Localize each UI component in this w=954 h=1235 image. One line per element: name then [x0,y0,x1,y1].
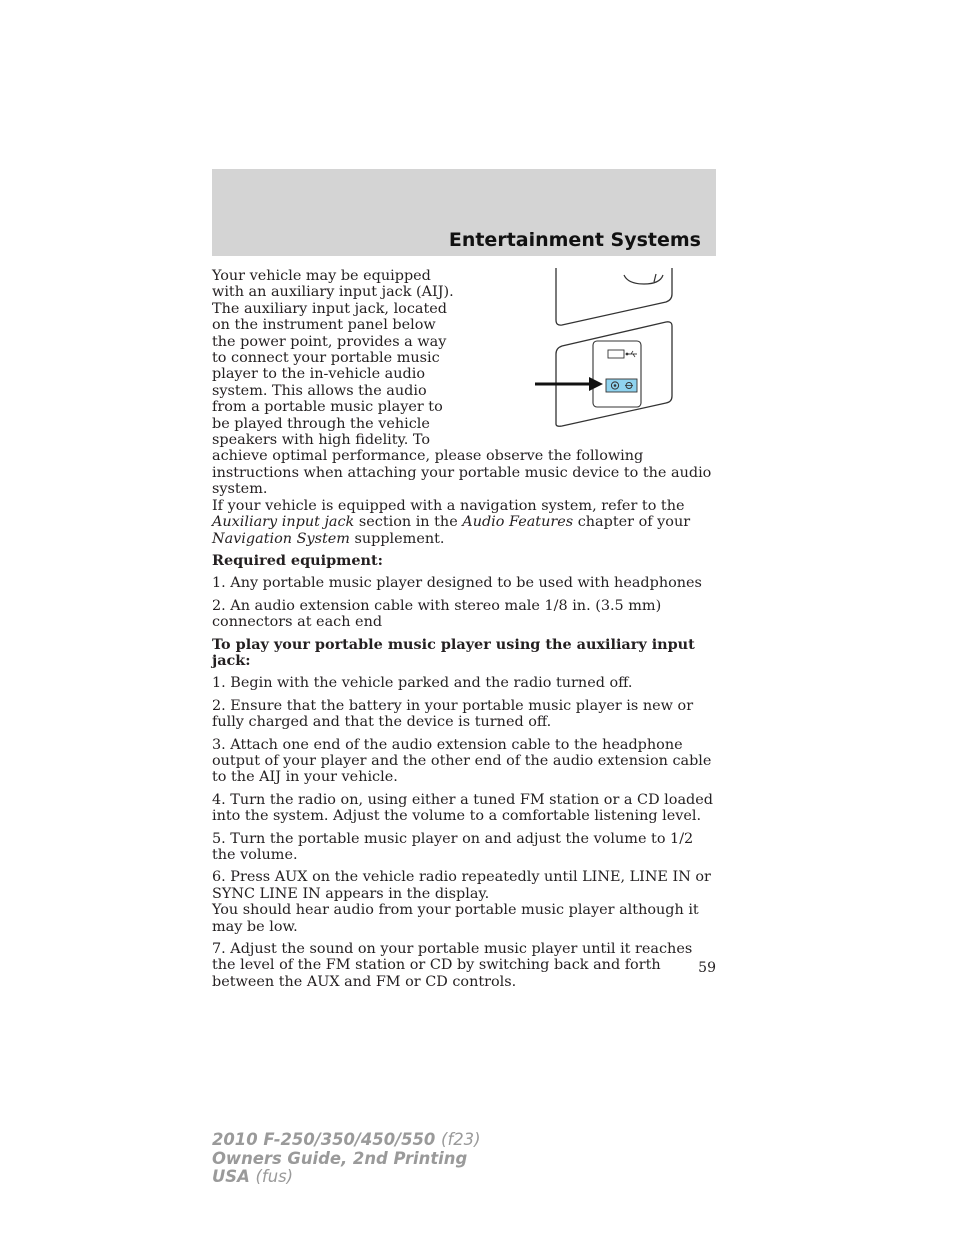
instruction-step: 3. Attach one end of the audio extension cable to the headphone output of your player and the other end of the audio extension cable to the AIJ in your vehicle. [212,736,712,786]
arrow-right-icon [535,377,603,391]
instruction-step: 6. Press AUX on the vehicle radio repeatedly until LINE, LINE IN or SYNC LINE IN appears in the display. [212,869,711,902]
required-equipment-heading: Required equipment: [212,551,383,569]
instruction-step: 7. Adjust the sound on your portable music player until it reaches the level of the FM station or CD by switching back and forth between the AUX and FM or CD controls. [212,941,693,990]
instruction-step: 5. Turn the portable music player on and adjust the volume to 1/2 the volume. [212,830,694,863]
auxiliary-input-jack-illustration [472,268,718,434]
instruction-note: You should hear audio from your portable music player although it may be low. [212,902,699,935]
required-item: 2. An audio extension cable with stereo male 1/8 in. (3.5 mm) connectors at each end [212,597,662,631]
footer-region: USA [212,1167,250,1186]
footer-region-code: (fus) [255,1167,294,1186]
intro-paragraph: Your vehicle may be equipped with an auxiliary input jack (AIJ). The auxiliary input jack, located on the instrument panel below the power point, provides a way to connect your portable music player to the in-vehicle audio system. This allows the audio from a portable music player to be played through the vehicle speakers with high fidelity. To achieve optimal performance, please observe the following instructions when attaching your portable music device to the audio system. [212,268,712,498]
footer-model-code: (f23) [441,1130,481,1149]
header-band [212,169,716,256]
footer-guide: Owners Guide, 2nd Printing [212,1148,468,1168]
play-instructions-heading: To play your portable music player using the auxiliary input jack: [212,635,695,669]
instruction-step: 2. Ensure that the battery in your portable music player is new or fully charged and that the device is turned off. [212,697,694,731]
instruction-step: 4. Turn the radio on, using either a tuned FM station or a CD loaded into the system. Adjust the volume to a comfortable listening level. [212,791,713,825]
required-item: 1. Any portable music player designed to be used with headphones [212,575,702,592]
footer-model: 2010 F-250/350/450/550 [212,1130,436,1149]
page-number: 59 [698,960,716,976]
instruction-step: 1. Begin with the vehicle parked and the radio turned off. [212,675,633,692]
page-content [212,268,716,996]
navigation-note: If your vehicle is equipped with a navigation system, refer to the Auxiliary input jack section in the Audio Features chapter of your Navigation System supplement. [212,497,691,547]
footer [212,1131,480,1187]
section-title: Entertainment Systems [448,229,701,251]
